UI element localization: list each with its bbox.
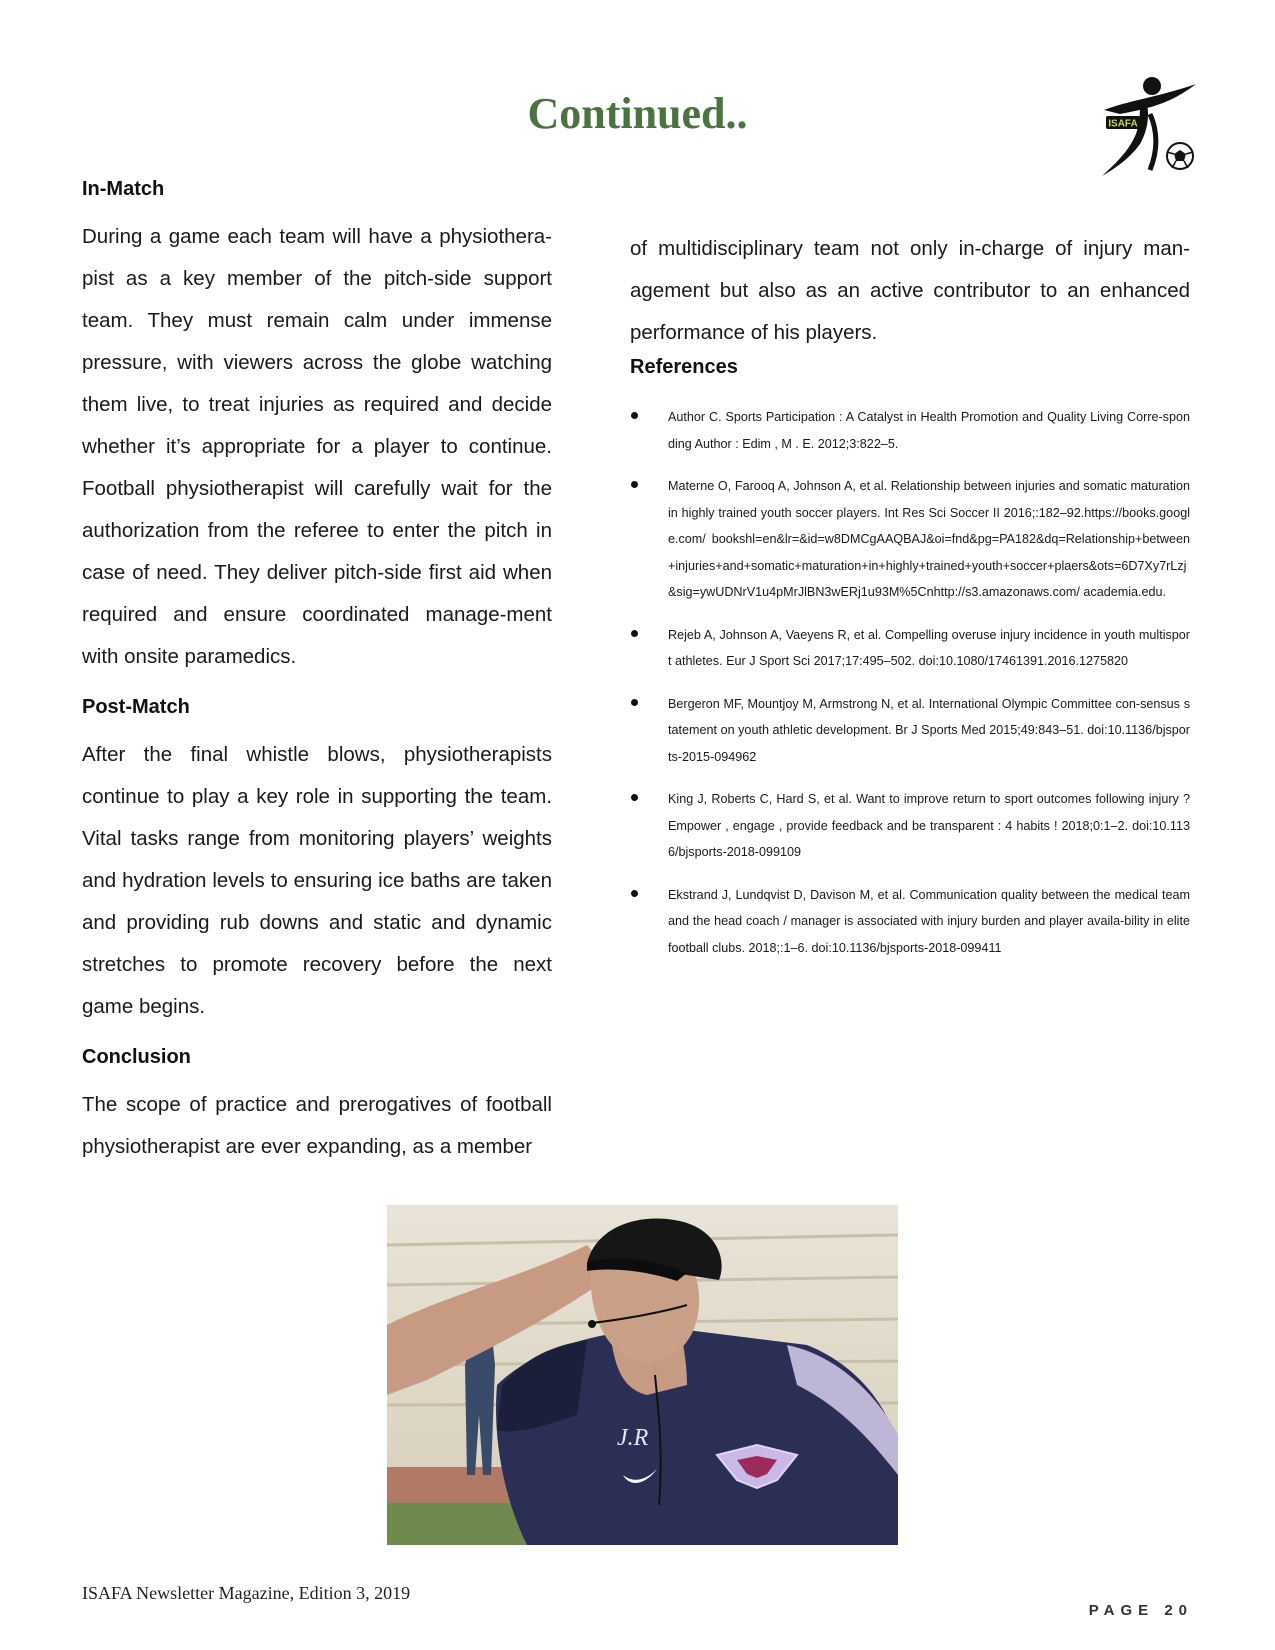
reference-item: King J, Roberts C, Hard S, et al. Want to improve return to sport outcomes following injury ? Empower , engage , provide feedback and be transparent : 4 habits ! 2018;0:1–2. doi:10.1136/bjsports-2018-099109 <box>630 786 1190 866</box>
reference-item: Ekstrand J, Lundqvist D, Davison M, et al. Communication quality between the medical team and the head coach / manager is associated with injury burden and player availa-bility in elite football clubs. 2018;:1–6. doi:10.1136/bjsports-2018-099411 <box>630 882 1190 962</box>
post-match-paragraph: After the final whistle blows, physiotherapists continue to play a key role in supporting the team. Vital tasks range from monitoring players’ weights and hydration levels to ensuring ice baths are taken and providing rub downs and static and dynamic stretches to promote recovery before the next game begins. <box>82 743 552 1018</box>
svg-text:ISAFA: ISAFA <box>1108 118 1138 130</box>
reference-item: Materne O, Farooq A, Johnson A, et al. Relationship between injuries and somatic maturation in highly trained youth soccer players. Int Res Sci Soccer II 2016;:182–92.https://books.google.com/ bookshl=en&lr=&id=w8DMCgAAQBAJ&oi=fnd&pg=PA182&dq=Relationship+between+injuries+and+somatic+maturation+in+highly+trained+youth+soccer+plaers&ots=6D7Xy7rLzj&sig=ywUDNrV1u4pMrJlBN3wERj1u93M%5Cnhttp://s3.amazonaws.com/ academia.edu. <box>630 473 1190 606</box>
reference-item: Rejeb A, Johnson A, Vaeyens R, et al. Compelling overuse injury incidence in youth multisport athletes. Eur J Sport Sci 2017;17:495–502. doi:10.1080/17461391.2016.1275820 <box>630 622 1190 675</box>
page-number: PAGE 20 <box>1088 1602 1193 1619</box>
conclusion-heading: Conclusion <box>82 1046 191 1068</box>
physiotherapist-photo <box>387 1205 898 1545</box>
footer-publication: ISAFA Newsletter Magazine, Edition 3, 2019 <box>82 1583 411 1603</box>
left-column <box>82 176 552 1168</box>
in-match-paragraph: During a game each team will have a physiothera-pist as a key member of the pitch-side support team. They must remain calm under immense pressure, with viewers across the globe watching them live, to treat injuries as required and decide whether it’s appropriate for a player to continue. Football physiotherapist will carefully wait for the authorization from the referee to enter the pitch in case of need. They deliver pitch-side first aid when required and ensure coordinated manage-ment with onsite paramedics. <box>82 225 552 668</box>
svg-text:J.R: J.R <box>617 1425 649 1451</box>
references-heading: References <box>630 356 738 378</box>
reference-item: Author C. Sports Participation : A Catalyst in Health Promotion and Quality Living Corre-sponding Author : Edim , M . E. 2012;3:822–5. <box>630 404 1190 457</box>
conclusion-continued-paragraph: of multidisciplinary team not only in-charge of injury man-agement but also as an active contributor to an enhanced performance of his players. <box>630 237 1190 344</box>
references-list <box>630 404 1190 961</box>
reference-item: Bergeron MF, Mountjoy M, Armstrong N, et al. International Olympic Committee con-sensus statement on youth athletic development. Br J Sports Med 2015;49:843–51. doi:10.1136/bjsports-2015-094962 <box>630 691 1190 771</box>
isafa-logo <box>1100 74 1200 178</box>
in-match-heading: In-Match <box>82 178 165 200</box>
right-column <box>630 228 1190 977</box>
post-match-heading: Post-Match <box>82 696 190 718</box>
conclusion-paragraph: The scope of practice and prerogatives of football physiotherapist are ever expanding, as a member <box>82 1093 552 1158</box>
page-title: Continued.. <box>527 89 748 138</box>
